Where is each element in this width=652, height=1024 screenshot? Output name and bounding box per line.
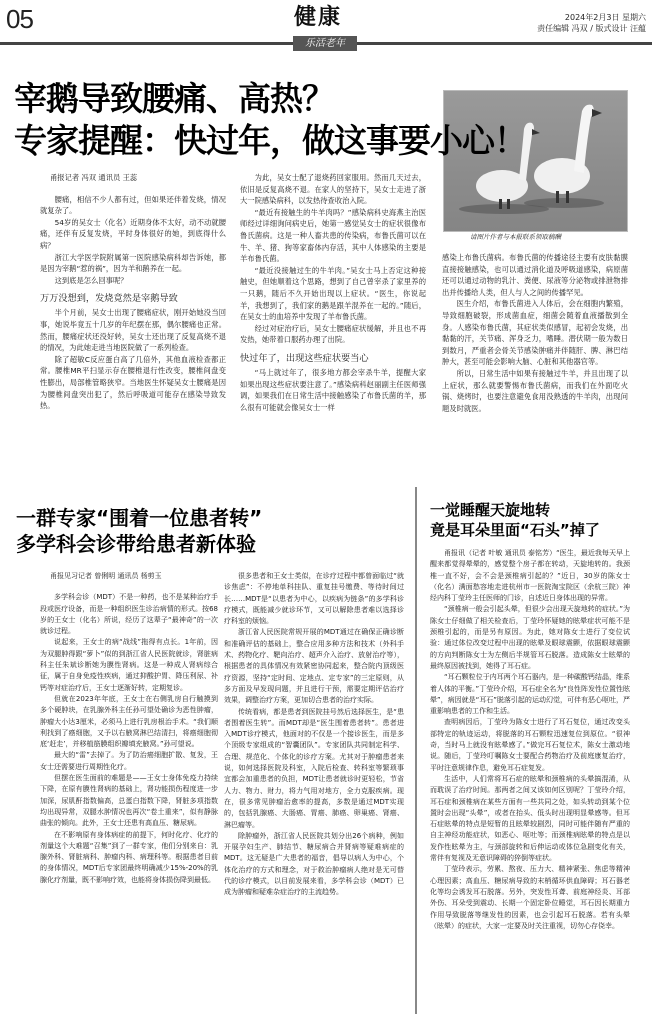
paragraph: 但就在2023年年底，王女士在右侧乳房自行触摸到多个硬肿块，在乳腺外科主任孙可望处确诊为恶性肿瘤，肿瘤大小达3厘米，必须马上进行乳房根治手术。“我们顺利找到了癌细胞，又予以右腋窝淋巴结清扫，将癌细胞彻底‘赶走’，并移植筋膜组织瓣填充腋窝。”孙可望说。 [40, 694, 218, 749]
article2-byline: 甬报见习记者 曾俐明 通讯员 杨剪玉 [50, 572, 162, 580]
masthead-logo: 乐活老年 [293, 36, 357, 51]
paragraph: 甬报讯（记者 叶敏 通讯员 泰铭芳）“医生，最近我每天早上醒来都觉得晕晕的，感觉整个房子都在转动，天旋地转的。我颈椎一直不好，会不会是颈椎病引起的？”近日，30岁的陈女士（化名）满面愁容地走进杭州市一医院淘宝院区（余杭三院）神经内科丁莹玲主任医师的门诊，自述近日身体出现的异常。 [430, 549, 630, 603]
article1-column-1 [40, 172, 226, 412]
paragraph: 为此，吴女士配了退烧药回家服用。然而几天过去，依旧是反复高烧不退。在家人的坚持下，吴女士走进了浙大一院感染病科，以发热待查收治入院。 [240, 173, 426, 206]
article2-column-1 [40, 571, 218, 886]
paragraph: 感染上布鲁氏菌病。布鲁氏菌的传播途径主要有皮肤黏膜直接接触感染，也可以通过消化道及呼吸道感染，病原菌还可以通过动物的乳汁、粪便、尿液等分泌物或排泄物排出并传播给人类，但人与人之间的传播罕见。 [442, 253, 628, 297]
paragraph: 说起来，王女士的病“战线”拖得有点长。1年前，因为双腿肿得跟“萝卜”似的到浙江省人民医院就诊，肾脏病科主任朱斌诊断她为膜性肾病。这是一种成人肾病综合征，属于自身免疫性疾病，通过抑酸护胃、降压利尿、补钙等对症治疗后，王女士逐渐好转，定期复诊。 [40, 638, 218, 692]
paragraph: 查明病因后，丁莹玲为陈女士进行了耳石复位，通过改变头部特定的轨迹运动，将脱落的耳石颗粒迅速复位到原位。“很神奇，当时马上就没有眩晕感了。”做完耳石复位术，陈女士激动地说。随后，丁莹玲叮嘱陈女士要配合药物治疗及前庭康复治疗，平时注意规律作息，避免耳石症复发。 [430, 718, 630, 772]
article1-headline-line1: 宰鹅导致腰痛、高热？ [14, 79, 334, 118]
paragraph: 54岁的吴女士（化名）近期身体不太好，动不动就腰痛，还伴有反复发烧，平时身体很好的她，到底得什么病？ [40, 217, 226, 250]
article2-headline-line2: 多学科会诊带给患者新体验 [16, 532, 256, 556]
column-divider [415, 487, 417, 1014]
paragraph: 除了超敏C反应蛋白高了几倍外，其他血液检查都正常。腰椎MR平扫显示存在腰椎退行性改变，腰椎间盘变性膨出，局部椎管略狭窄。当地医生怀疑吴女士腰痛是因为腰椎间盘突出犯了，然后呼吸道可能存在感染导致发热。 [40, 354, 226, 411]
page-number: 05 [6, 4, 33, 34]
paragraph: 传统看病，都是患者到医院挂号然后选择医生，是“患者围着医生转”。而MDT却是“医生围着患者转”。患者进入MDT诊疗模式，他面对的不仅是一个接诊医生，而是多个顶级专家组成的“智囊团队”。专家团队共同制定科学、合理、规范化、个体化的诊疗方案。尤其对于肿瘤患者来说，如何选择医院及科室，入院后检查、转科室等繁琐事宜都会加重患者的负担，MDT让患者就诊时更轻松，节省人力、物力、财力，将力气用对地方，全力克服疾病。现在，很多常见肿瘤治愈率的提高，多数是通过MDT实现的，包括乳腺癌、大肠癌、胃癌、肺癌、卵巢癌、肾癌、淋巴瘤等。 [224, 707, 404, 829]
article3-headline-line1: 一觉睡醒天旋地转 [430, 501, 551, 519]
section-title: 健康 [294, 5, 343, 30]
article3-body [430, 548, 630, 932]
paragraph: 多学科会诊（MDT）不是一种药，也不是某种治疗手段或医疗设备，而是一种组织医生诊治病情的形式。按68岁的王女士（化名）所说，经历了这辈子“最神奇”的一次就诊过程。 [40, 593, 218, 636]
paragraph: “最近没接触过生的牛羊肉。”吴女士马上否定这种接触史，但她顺着这个思路，想到了自己曾宰杀了家里养的一只鹅，随后不久开始出现以上症状。“医生，你说起羊，我想到了，我们家的鹅是跟羊混养在一起的。”随后，在吴女士的血培养中发现了羊布鲁氏菌。 [240, 265, 426, 322]
paragraph: 半个月前，吴女士出现了腰痛症状，刚开始她没当回事，她说毕竟五十几岁的年纪摆在那，偶尔腰痛也正常。然而，腰痛症状还没好转，吴女士还出现了反复高烧不退的情况，为此她走进当地医院做了一系列检查。 [40, 308, 226, 353]
article1-subhead-2: 快过年了，出现这些症状要当心 [240, 352, 369, 364]
article1-subhead-1: 万万没想到，发烧竟然是宰鹅导致 [40, 293, 178, 305]
article1-headline [14, 78, 526, 162]
paragraph: 很多患者和王女士类似，在诊疗过程中都曾面临过“就诊焦虑”：不停地单科挂队、重复挂号缴费、等待时间过长……MDT是“以患者为中心，以疾病为链条”的多学科诊疗模式，既能减少就诊环节，又可以解除患者难以选择诊疗科室的烦恼。 [224, 572, 404, 626]
photo-caption: 请图片作者与本报联系领取稿酬 [470, 233, 561, 241]
article1-headline-line2: 专家提醒：快过年，做这事要小心！ [14, 121, 526, 160]
issue-info [537, 12, 646, 34]
article1-byline: 甬报记者 冯双 通讯员 王蕊 [50, 173, 138, 182]
article2-column-2 [224, 571, 404, 899]
paragraph: 医生介绍，布鲁氏菌进入人体后，会在细胞内繁殖，导致细胞破裂，形成菌血症，细菌会随着血液播散到全身。人感染布鲁氏菌，其症状类似感冒，起初会发烧，出黏黏的汗，关节痛、浑身乏力，嗜睡。潜伏期一般为数日到数月，严重者会骨关节感染肿痛并伴随肝、脾、淋巴结肿大，甚至可能会影响大脑、心脏和其他器官等。 [442, 299, 628, 367]
paragraph: 浙江大学医学院附属第一医院感染病科却告诉她，都是因为宰鹅“惹的祸”，因为羊和鹅养在一起。 [40, 252, 226, 274]
paragraph: 在不影响原有身体病症的前提下，何时化疗、化疗的剂量这个大难题“召集”到了一群专家，他们分别来自：乳腺外科、肾脏病科、肿瘤内科、病理科等。根据患者目前的身体情况，MDT后专家团最终明确减少15%-20%的乳腺化疗剂量，既不影响疗效，也能将身体损伤降到最低。 [40, 830, 218, 884]
paragraph: 生活中，人们常将耳石症的眩晕和颈椎病的头晕搞混淆，从而耽误了治疗时间。那两者之间又该如何区别呢？丁莹玲介绍，耳石症和颈椎病在某些方面有一些共同之处，如头转动到某个位置时会出现“头晕”，或者在抬头、低头时出现明显晕感等。但耳石症眩晕的特点是短暂的且眩晕较剧烈，同时可能伴随有严重的自主神经功能症状，如恶心、呕吐等；而颈椎病眩晕的特点是以发作性眩晕为主，与颈部旋转和后伸运动或体位急剧变化有关，常伴有复视及无意识障碍的猝倒等症状。 [430, 774, 630, 863]
editors-credit: 责任编辑 冯双 / 版式设计 汪蕴 [537, 24, 646, 33]
paragraph: 腰痛，相信不少人都有过，但如果还伴着发烧，情况就复杂了。 [40, 194, 226, 216]
issue-date: 2024年2月3日 星期六 [564, 13, 646, 22]
paragraph: 但摆在医生面前的难题是——王女士身体免疫力持续下降，在原有膜性肾病的基础上，肾功能损伤程度进一步加深，尿肌酐指数偏高，总蛋白指数下降，肾脏多项指数均出现异常，双腿水肿情况也再次“卷土重来”，似有静脉曲张的倾向。此外，王女士还患有高血压、糖尿病。 [40, 774, 218, 828]
paragraph: 除肿瘤外，浙江省人民医院共划分出26个病种，例如开展孕妇生产、肺结节、糖尿病合并肾病等疑难病症的MDT。这无疑是广大患者的福音，倡导以病人为中心，个体化治疗的方式和理念，对于救治肿瘤病人绝对是无可替代的诊疗模式，以目前发展来看，多学科会诊（MDT）已成为肿瘤和疑难杂症治疗的主流趋势。 [224, 831, 404, 897]
article3-headline-line2: 竟是耳朵里面“石头”掉了 [430, 521, 600, 539]
paragraph: “颈椎病一般会引起头晕，但很少会出现天旋地转的症状。”为陈女士仔细做了相关检查后，丁莹玲怀疑她的眩晕症状可能不是颈椎引起的，而是另有原因。为此，她对陈女士进行了变位试验：通过体位改变过程中出现的眩晕及眼球震颤，依据眼球震颤的方向判断陈女士为左侧后半规管耳石脱落。造成陈女士眩晕的最终原因被找到，她得了耳石症。 [430, 605, 630, 670]
article2-headline [16, 505, 262, 557]
paragraph: “马上就过年了，很多地方都会宰杀牛羊，提醒大家如果出现这些症状要注意了。”感染病科赵丽副主任医师强调，如果我们在日常生活中接触感染了布鲁氏菌的羊，那么很有可能就会像吴女士一样 [240, 367, 426, 412]
article2-headline-line1: 一群专家“围着一位患者转” [16, 506, 263, 530]
paragraph: 这到底是怎么回事呢？ [54, 275, 128, 285]
paragraph: 经过对症治疗后，吴女士腰痛症状缓解，并且也不再发热，她带着口服药办理了出院。 [240, 323, 426, 345]
paragraph: “最近有接触生的牛羊肉吗？”感染病科史海燕主治医师经过详细询问病史后，她第一感觉吴女士的症状很像布鲁氏菌病。这是一种人畜共患的传染病，布鲁氏菌可以在牛、羊、猪、狗等家畜体内存活，其中人体感染的主要是羊布鲁氏菌。 [240, 207, 426, 264]
article1-column-3 [442, 252, 628, 414]
paragraph: “耳石颗粒位于内耳两个耳石器内，是一种碳酸钙结晶，维系着人体的平衡。”丁莹玲介绍，耳石症全名为“良性阵发性位置性眩晕”，病因就是“耳石”脱落引起的运动幻觉，可伴有恶心呕吐，严重影响患者的工作和生活。 [430, 673, 630, 716]
paragraph: 最大的“雷”去掉了。为了防治癌细胞扩散、复发，王女士还需要进行周期性化疗。 [40, 751, 218, 771]
paragraph: 所以，日常生活中如果有接触过牛羊，并且出现了以上症状，那么就要警惕布鲁氏菌病，而我们在外面吃火锅、烧烤时，也要注意避免食用没熟透的牛羊肉，出现问题及时就医。 [442, 368, 628, 413]
article1-column-2 [240, 172, 426, 413]
paragraph: 浙江省人民医院常规开展的MDT通过在确保正确诊断和准确评估的基础上，整合应用多种方法和技术（外科手术、药物化疗、靶向治疗、超声介入治疗、放射治疗等），根据患者的具体情况有效紧密协同起来，整合院内顶级医疗资源，坚持“定时间、定地点、定专家”的三定原则，从多方面及早发现问题，并且进行干预，需要定期评估治疗效果，调整治疗方案，更加切合患者的治疗实际。 [224, 628, 404, 705]
paragraph: 丁莹玲表示，劳累、熬夜、压力大、精神紧张、焦虑等精神心理因素；高血压、糖尿病导致的末梢循环供血障碍；耳石器老化等均会诱发耳石脱落。另外，突发性耳聋、前庭神经炎、耳部外伤、耳朵受到震动、长期一个固定卧位睡觉，耳石因长期重力作用导致脱落等继发性的因素，也会引起耳石脱落。若有头晕（眩晕）的症状，大家一定要及时关注重视，切勿心存侥幸。 [430, 865, 630, 930]
article3-headline [430, 500, 600, 540]
